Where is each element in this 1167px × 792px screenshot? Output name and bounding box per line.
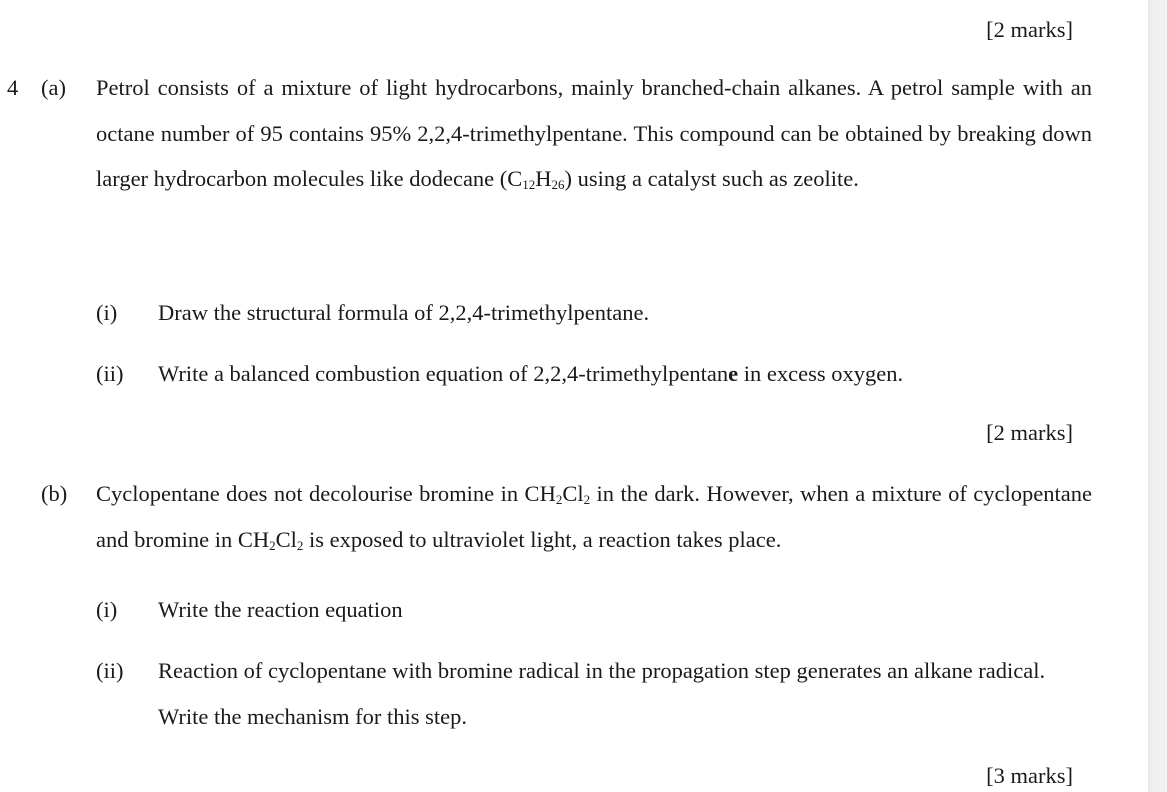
viewer-scroll-gutter — [1148, 0, 1167, 792]
part-a-sub-ii-label: (ii) — [96, 361, 124, 386]
part-a-sub-i-text: Draw the structural formula of 2,2,4-trimethylpentane. — [158, 300, 650, 325]
part-b-sub-ii-label: (ii) — [96, 658, 124, 683]
part-b-label: (b) — [41, 481, 68, 506]
marks-label-part-a: [2 marks] — [986, 420, 1073, 445]
marks-label-top: [2 marks] — [986, 17, 1073, 42]
part-b-sub-i-label: (i) — [96, 597, 118, 622]
marks-label-part-b: [3 marks] — [986, 763, 1073, 788]
part-b-sub-i-text: Write the reaction equation — [158, 597, 403, 622]
part-b-intro: Cyclopentane does not decolourise bromine in $CH_2Cl_2$ in the dark. However, when a mixture of cyclopentane and bromine in $CH_2Cl_2$ is exposed to ultraviolet light, a reaction takes place. — [96, 481, 1092, 553]
question-number: 4 — [7, 75, 19, 100]
part-a-sub-ii-text: Write a balanced combustion equation of 2,2,4-trimethylpentane in excess oxygen. — [158, 361, 904, 386]
part-b-sub-ii-text: Reaction of cyclopentane with bromine radical in the propagation step generates an alkane radical. Write the mechanism for this step. — [158, 658, 1046, 729]
part-a-intro: Petrol consists of a mixture of light hydrocarbons, mainly branched-chain alkanes. A petrol sample with an octane number of 95 contains 95% 2,2,4-trimethylpentane. This compound can be obtained by breaking down larger hydrocarbon molecules like dodecane $(C_{12}H_{26})$ using a catalyst such as zeolite. — [96, 75, 1092, 192]
part-a-label: (a) — [41, 75, 66, 100]
part-a-sub-i-label: (i) — [96, 300, 118, 325]
